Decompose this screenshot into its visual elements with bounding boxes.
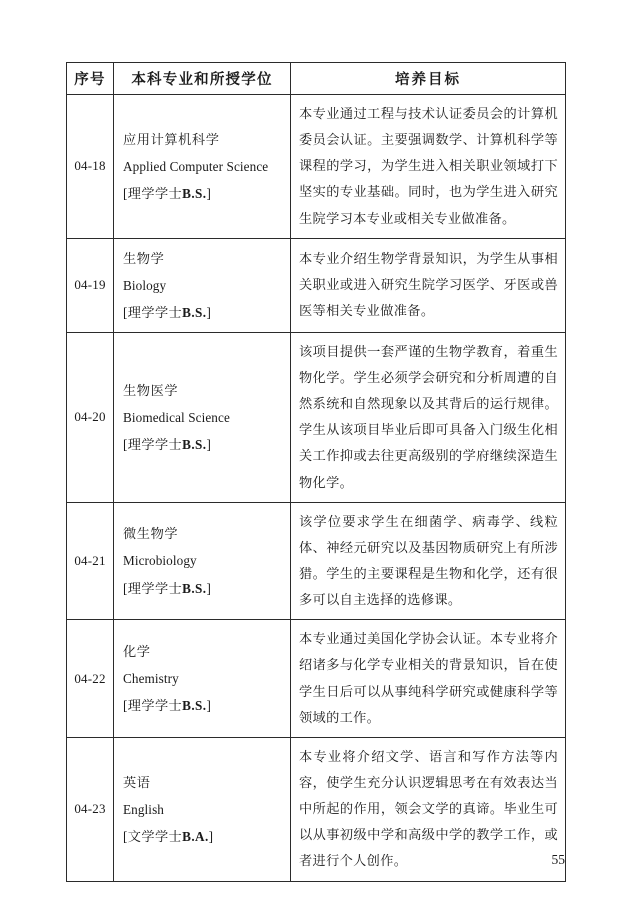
row-number: 04-23	[67, 737, 114, 881]
row-number: 04-19	[67, 238, 114, 332]
major-name-chinese: 生物学	[123, 250, 165, 266]
degree-abbreviation: B.S.	[182, 304, 207, 320]
degree-suffix: ]	[206, 580, 212, 596]
major-name-english: English	[123, 801, 164, 817]
row-goal: 该项目提供一套严谨的生物学教育，着重生物化学。学生必须学会研究和分析周遭的自然系统和自然现象以及其背后的运行规律。学生从该项目毕业后即可具备入门级生化相关工作抑或去往更高级别的学府继续深造生物化学。	[291, 332, 566, 502]
major-name-chinese: 英语	[123, 774, 151, 790]
degree-suffix: ]	[206, 304, 212, 320]
table-row	[67, 332, 566, 502]
table-row	[67, 238, 566, 332]
degree-abbreviation: B.A.	[182, 828, 209, 844]
column-header-major: 本科专业和所授学位	[114, 63, 291, 95]
table-row	[67, 95, 566, 239]
row-goal: 本专业介绍生物学背景知识，为学生从事相关职业或进入研究生院学习医学、牙医或兽医等相关专业做准备。	[291, 238, 566, 332]
major-degree	[123, 431, 290, 458]
column-header-number: 序号	[67, 63, 114, 95]
degree-suffix: ]	[206, 185, 212, 201]
degree-prefix: [理学学士	[123, 185, 183, 201]
table-body	[67, 95, 566, 882]
degree-abbreviation: B.S.	[182, 698, 207, 714]
row-number: 04-22	[67, 620, 114, 738]
major-name-english: Chemistry	[123, 671, 179, 687]
major-degree	[123, 299, 290, 326]
table-row	[67, 620, 566, 738]
major-degree	[123, 575, 290, 602]
page-number: 55	[551, 852, 565, 867]
major-degree	[123, 692, 290, 719]
major-name-chinese: 生物医学	[123, 382, 179, 398]
major-name-english: Applied Computer Science	[123, 158, 269, 174]
major-name-chinese: 化学	[123, 643, 151, 659]
majors-catalog-table	[66, 62, 566, 882]
major-name-english: Biology	[123, 277, 167, 293]
row-goal: 本专业将介绍文学、语言和写作方法等内容，使学生充分认识逻辑思考在有效表达当中所起的作用，领会文学的真谛。毕业生可以从事初级中学和高级中学的教学工作，或者进行个人创作。	[291, 737, 566, 881]
degree-prefix: [理学学士	[123, 580, 183, 596]
degree-prefix: [理学学士	[123, 304, 183, 320]
row-major	[114, 95, 291, 239]
row-major	[114, 737, 291, 881]
table-row	[67, 502, 566, 620]
degree-suffix: ]	[206, 436, 212, 452]
row-major	[114, 620, 291, 738]
table-row	[67, 737, 566, 881]
degree-prefix: [理学学士	[123, 698, 183, 714]
major-degree	[123, 823, 290, 850]
major-name-english: Microbiology	[123, 553, 197, 569]
row-goal: 本专业通过工程与技术认证委员会的计算机委员会认证。主要强调数学、计算机科学等课程的学习，为学生进入相关职业领域打下坚实的专业基础。同时，也为学生进入研究生院学习本专业或相关专业做准备。	[291, 95, 566, 239]
row-goal: 本专业通过美国化学协会认证。本专业将介绍诸多与化学专业相关的背景知识，旨在使学生日后可以从事纯科学研究或健康科学等领域的工作。	[291, 620, 566, 738]
table-header	[67, 63, 566, 95]
major-degree	[123, 180, 290, 207]
degree-abbreviation: B.S.	[182, 185, 207, 201]
major-name-chinese: 微生物学	[123, 526, 179, 542]
row-number: 04-18	[67, 95, 114, 239]
row-goal: 该学位要求学生在细菌学、病毒学、线粒体、神经元研究以及基因物质研究上有所涉猎。学生的主要课程是生物和化学，还有很多可以自主选择的选修课。	[291, 502, 566, 620]
row-major	[114, 502, 291, 620]
degree-prefix: [理学学士	[123, 436, 183, 452]
row-major	[114, 238, 291, 332]
degree-suffix: ]	[206, 698, 212, 714]
table-header-row	[67, 63, 566, 95]
degree-abbreviation: B.S.	[182, 436, 207, 452]
degree-suffix: ]	[208, 828, 214, 844]
major-name-chinese: 应用计算机科学	[123, 131, 220, 147]
row-number: 04-21	[67, 502, 114, 620]
row-major	[114, 332, 291, 502]
major-name-english: Biomedical Science	[123, 409, 230, 425]
degree-prefix: [文学学士	[123, 828, 183, 844]
row-number: 04-20	[67, 332, 114, 502]
column-header-goal: 培养目标	[291, 63, 566, 95]
degree-abbreviation: B.S.	[182, 580, 207, 596]
